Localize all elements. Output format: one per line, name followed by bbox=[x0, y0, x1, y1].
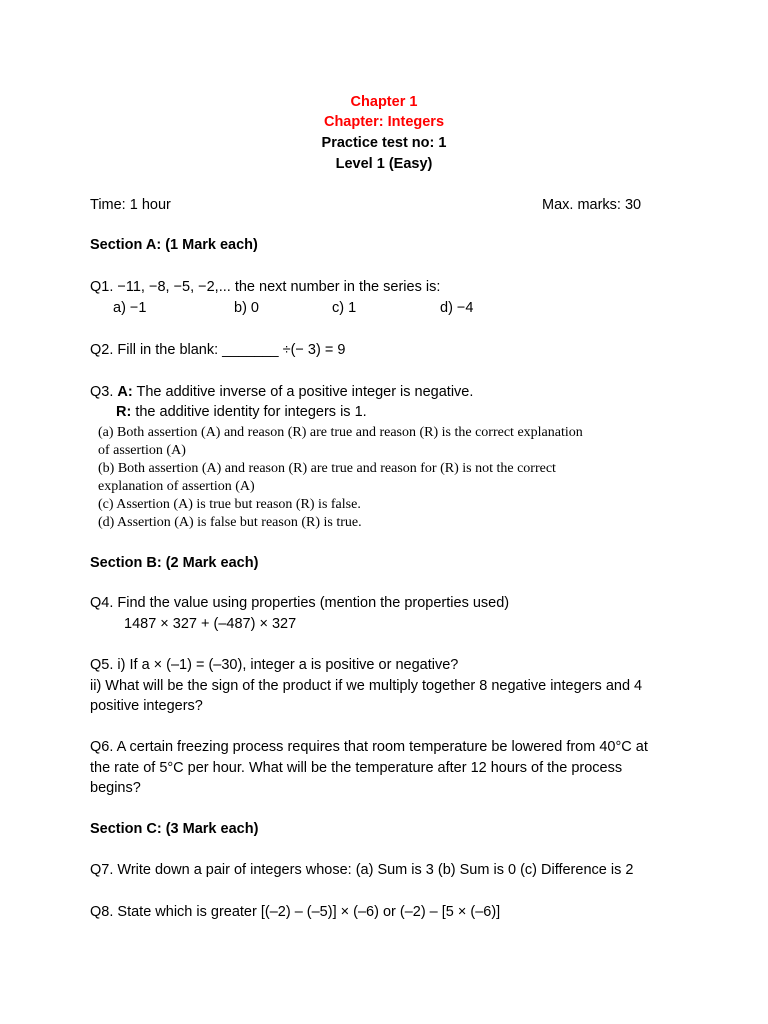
q6-line2: the rate of 5°C per hour. What will be the temperature after 12 hours of the process bbox=[90, 760, 623, 776]
q3-reason-label: R: bbox=[116, 404, 132, 420]
q3-reason-text: the additive identity for integers is 1. bbox=[131, 404, 367, 420]
q7-text: Q7. Write down a pair of integers whose: (a) Sum is 3 (b) Sum is 0 (c) Difference is 2 bbox=[90, 862, 634, 878]
q1-text: Q1. −11, −8, −5, −2,... the next number in the series is: bbox=[90, 279, 441, 295]
q1-option-c: c) 1 bbox=[332, 300, 357, 316]
q1-option-b: b) 0 bbox=[234, 300, 259, 316]
section-c-heading: Section C: (3 Mark each) bbox=[90, 821, 259, 837]
q3-assertion-label: A: bbox=[117, 384, 133, 400]
q1-option-a: a) −1 bbox=[113, 300, 147, 316]
q3-assertion bbox=[90, 382, 473, 402]
q3-option-b-line1: (b) Both assertion (A) and reason (R) are true and reason for (R) is not the correct bbox=[98, 461, 556, 476]
q3-assertion-text: The additive inverse of a positive integer is negative. bbox=[132, 384, 474, 400]
q1-option-d: d) −4 bbox=[440, 300, 474, 316]
q4-text: Q4. Find the value using properties (mention the properties used) bbox=[90, 595, 510, 611]
time-label: Time: 1 hour bbox=[90, 197, 171, 213]
section-a-heading: Section A: (1 Mark each) bbox=[90, 237, 258, 253]
q4-expression: 1487 × 327 + (–487) × 327 bbox=[124, 616, 297, 632]
q3-option-b-line2: explanation of assertion (A) bbox=[98, 479, 255, 494]
practice-test-number: Practice test no: 1 bbox=[321, 135, 447, 151]
level-label: Level 1 (Easy) bbox=[335, 156, 433, 172]
q3-reason bbox=[116, 402, 367, 422]
q5-line1: Q5. i) If a × (–1) = (–30), integer a is positive or negative? bbox=[90, 657, 459, 673]
q5-line2: ii) What will be the sign of the product if we multiply together 8 negative integers and 4 bbox=[90, 678, 643, 694]
chapter-title: Chapter: Integers bbox=[323, 114, 445, 130]
q6-line3: begins? bbox=[90, 780, 141, 796]
q3-option-d: (d) Assertion (A) is false but reason (R) is true. bbox=[98, 515, 362, 530]
q5-line3: positive integers? bbox=[90, 698, 203, 714]
q3-option-c: (c) Assertion (A) is true but reason (R) is false. bbox=[98, 497, 361, 512]
q2-text: Q2. Fill in the blank: _______ ÷(− 3) = 9 bbox=[90, 342, 346, 358]
max-marks-label: Max. marks: 30 bbox=[542, 197, 642, 213]
q3-option-a-line1: (a) Both assertion (A) and reason (R) are true and reason (R) is the correct explanation bbox=[98, 425, 583, 440]
chapter-number: Chapter 1 bbox=[350, 94, 418, 110]
q8-text: Q8. State which is greater [(–2) – (–5)] × (–6) or (–2) – [5 × (–6)] bbox=[90, 904, 501, 920]
q3-option-a-line2: of assertion (A) bbox=[98, 443, 186, 458]
q6-line1: Q6. A certain freezing process requires that room temperature be lowered from 40°C at bbox=[90, 739, 648, 755]
q3-prefix: Q3. bbox=[90, 384, 118, 400]
section-b-heading: Section B: (2 Mark each) bbox=[90, 555, 259, 571]
